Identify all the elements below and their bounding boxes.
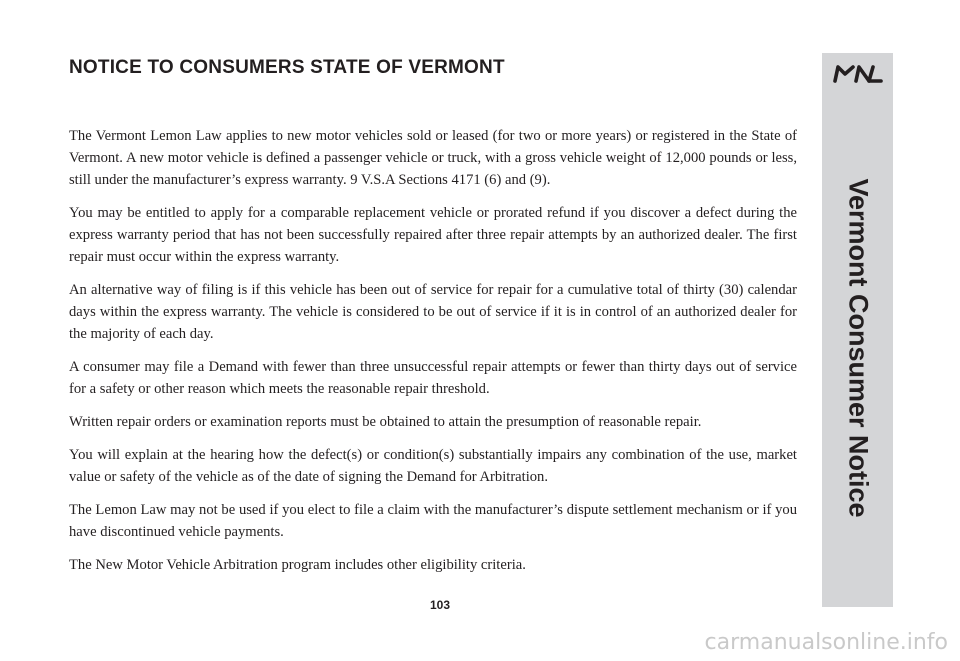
watermark-text: carmanualsonline.info — [704, 630, 948, 655]
paragraph: You may be entitled to apply for a comparable replacement vehicle or prorated refund if you discover a defect during the express warranty period that has not been successfully repaired after three repair attempts by an authorized dealer. The first repair must occur within the express warranty. — [69, 205, 797, 265]
notice-body — [69, 125, 797, 587]
paragraph: A consumer may file a Demand with fewer than three unsuccessful repair attempts or fewer than thirty days out of service for a safety or other reason which meets the reasonable repair threshold. — [69, 359, 797, 397]
paragraph: The New Motor Vehicle Arbitration program includes other eligibility criteria. — [69, 557, 526, 573]
paragraph: The Lemon Law may not be used if you elect to file a claim with the manufacturer’s dispute settlement mechanism or if you have discontinued vehicle payments. — [69, 502, 797, 540]
paragraph: You will explain at the hearing how the defect(s) or condition(s) substantially impairs any combination of the use, market value or safety of the vehicle as of the date of signing the Demand for Arbitration. — [69, 447, 797, 485]
side-tab-label: Vermont Consumer Notice — [843, 178, 873, 518]
kia-logo-icon — [832, 62, 884, 84]
paragraph: The Vermont Lemon Law applies to new motor vehicles sold or leased (for two or more years) or registered in the State of Vermont. A new motor vehicle is defined a passenger vehicle or truck, with a gross vehicle weight of 12,000 pounds or less, still under the manufacturer’s express warranty. 9 V.S.A Sections 4171 (6) and (9). — [69, 128, 797, 188]
section-side-tab — [822, 53, 893, 607]
paragraph: An alternative way of filing is if this vehicle has been out of service for repair for a cumulative total of thirty (30) calendar days within the express warranty. The vehicle is considered to be out of service if it is in control of an authorized dealer for the majority of each day. — [69, 282, 797, 342]
page-number: 103 — [429, 598, 451, 612]
page-title: NOTICE TO CONSUMERS STATE OF VERMONT — [69, 57, 505, 78]
paragraph: Written repair orders or examination reports must be obtained to attain the presumption of reasonable repair. — [69, 414, 702, 430]
side-label-container — [822, 89, 893, 607]
